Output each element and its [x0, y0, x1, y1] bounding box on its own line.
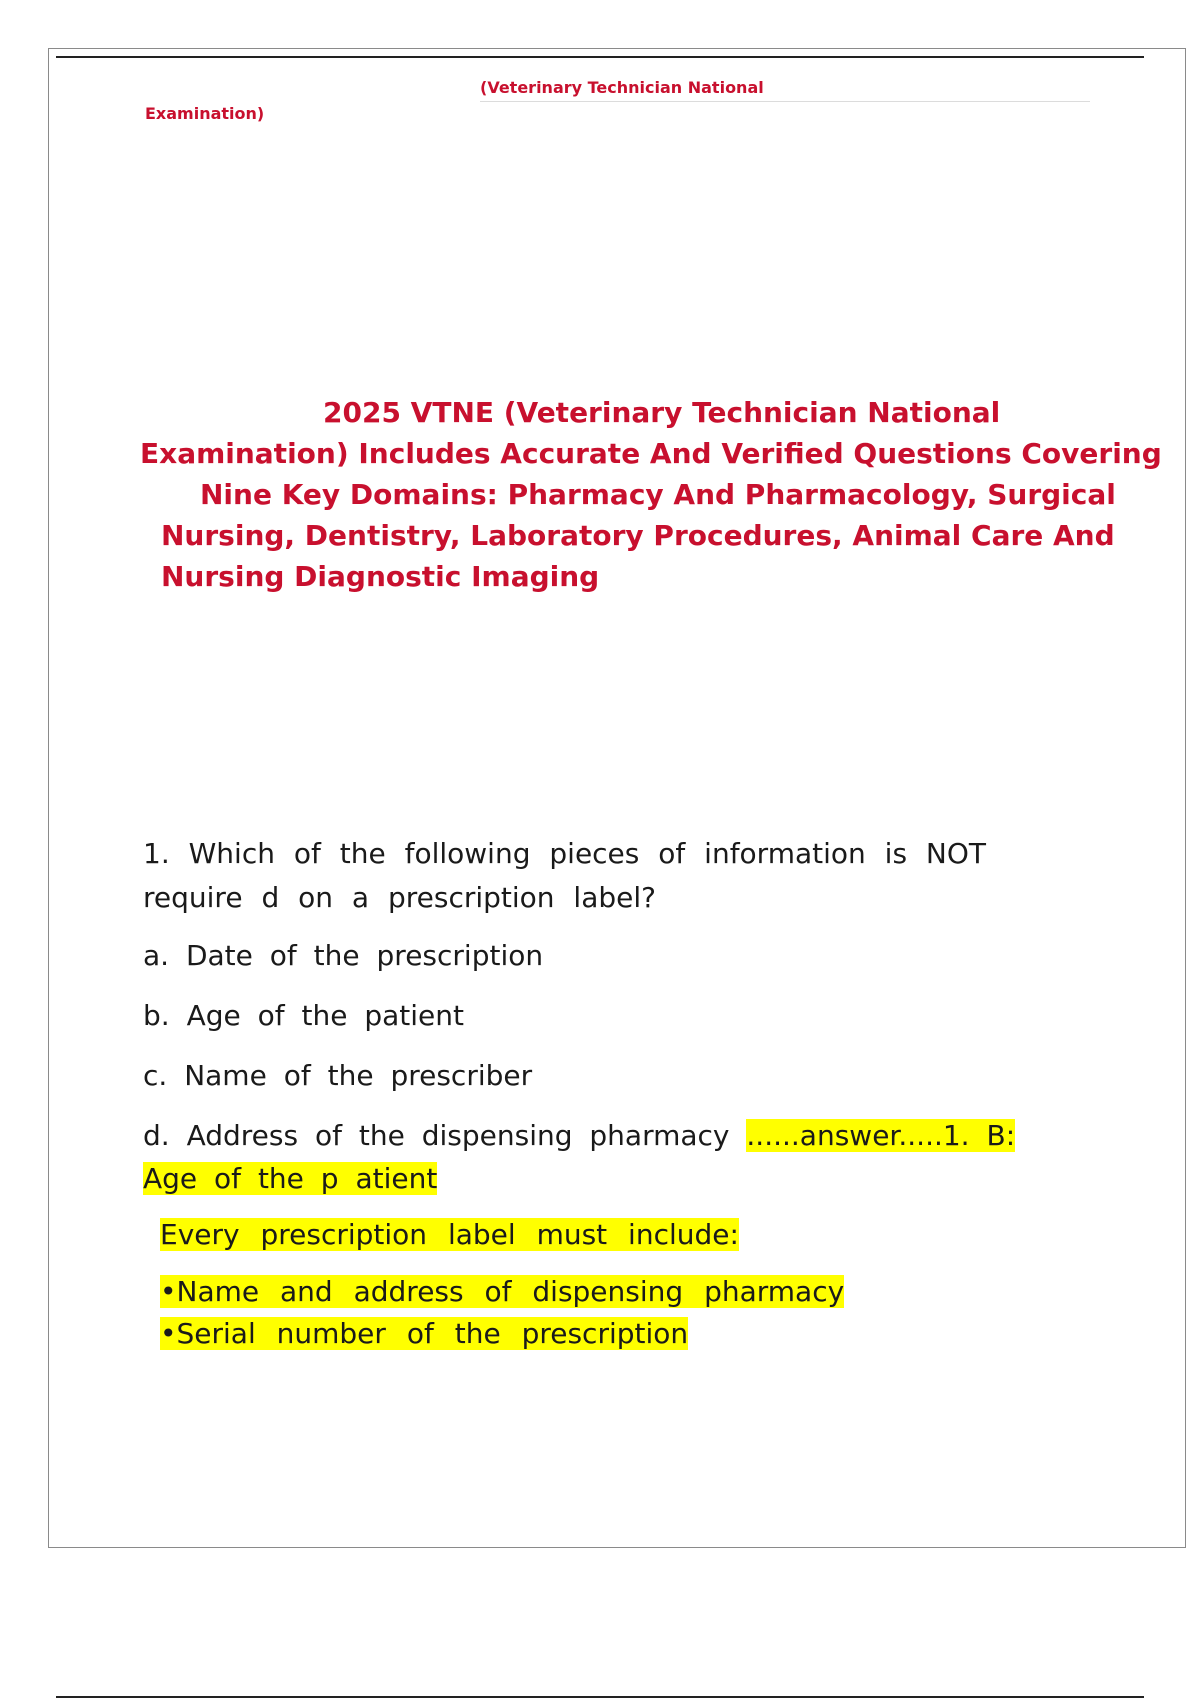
title-line-3: Nine Key Domains: Pharmacy And Pharmacology, Surgical	[200, 478, 1116, 511]
option-c: c. Name of the prescriber	[143, 1059, 533, 1092]
header-title-line-1: (Veterinary Technician National	[480, 78, 764, 97]
bottom-rule	[56, 1696, 1144, 1698]
answer-explanation	[160, 1213, 1060, 1355]
header-title-line-2: Examination)	[145, 104, 265, 123]
document-title	[140, 392, 1162, 597]
answer-highlight: ......answer.....1. B: Age of the p atient	[143, 1119, 1016, 1195]
option-a: a. Date of the prescription	[143, 939, 544, 972]
title-line-2: Examination) Includes Accurate And Verified Questions Covering	[140, 437, 1162, 470]
title-line-1: 2025 VTNE (Veterinary Technician National	[323, 396, 1001, 429]
explanation-bullet-1	[160, 1271, 1060, 1313]
explanation-intro	[160, 1213, 1060, 1257]
option-d: d. Address of the dispensing pharmacy	[143, 1119, 730, 1152]
bullet-2-text: •Serial number of the prescription	[160, 1317, 689, 1350]
explanation-intro-text: Every prescription label must include:	[160, 1218, 739, 1251]
bullet-1-text: •Name and address of dispensing pharmacy	[160, 1275, 845, 1308]
explanation-bullet-2	[160, 1313, 1060, 1355]
header-divider	[480, 101, 1090, 102]
top-rule	[56, 56, 1144, 58]
option-d-with-answer	[143, 1114, 1083, 1200]
question-stem: 1. Which of the following pieces of information is NOT require d on a prescription label?	[143, 837, 987, 914]
title-line-4: Nursing, Dentistry, Laboratory Procedures, Animal Care And	[161, 519, 1115, 552]
title-line-5: Nursing Diagnostic Imaging	[161, 560, 600, 593]
question-1	[143, 832, 1083, 1200]
option-b: b. Age of the patient	[143, 999, 465, 1032]
